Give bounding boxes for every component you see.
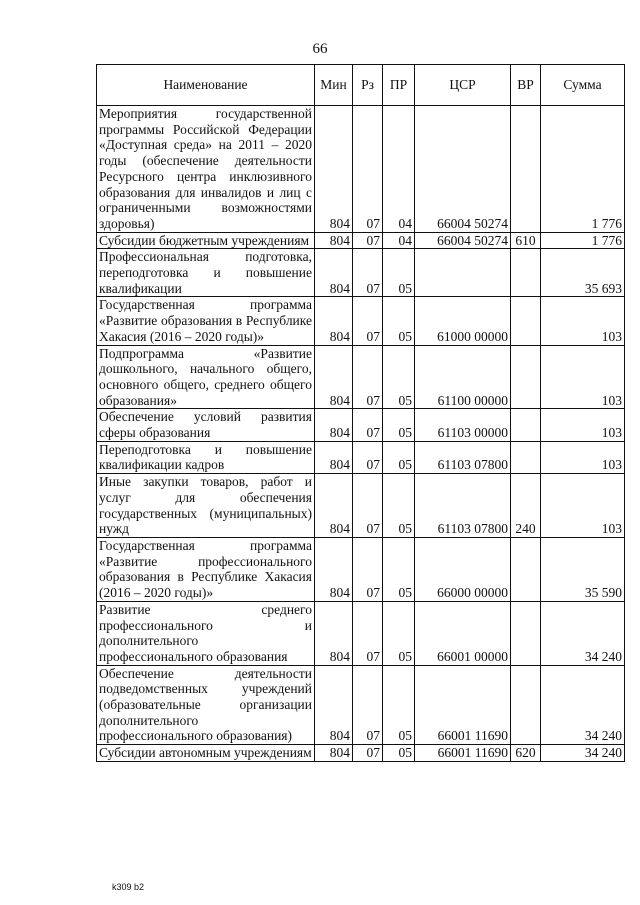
table-row (97, 745, 625, 762)
row-vr (511, 441, 541, 473)
table-header-row (97, 65, 625, 106)
row-rz: 07 (353, 345, 383, 409)
header-name: Наименование (97, 65, 315, 106)
row-name: Государственная программа «Развитие образования в Республике Хакасия (2016 – 2020 годы)» (97, 297, 315, 345)
row-min: 804 (315, 409, 353, 441)
row-name: Иные закупки товаров, работ и услуг для обеспечения государственных (муниципальных) нужд (97, 474, 315, 538)
row-vr (511, 409, 541, 441)
row-sum: 35 693 (541, 249, 625, 297)
row-rz: 07 (353, 745, 383, 762)
row-min: 804 (315, 665, 353, 745)
row-pr: 04 (383, 106, 415, 233)
row-name: Субсидии бюджетным учреждениям (97, 232, 315, 249)
row-name: Подпрограмма «Развитие дошкольного, начального общего, основного общего, среднего общего образования» (97, 345, 315, 409)
row-csr: 61103 07800 (415, 474, 511, 538)
row-pr: 05 (383, 409, 415, 441)
row-name: Мероприятия государственной программы Российской Федерации «Доступная среда» на 2011 – 2020 годы (обеспечение деятельности Ресурсного центра инклюзивного образования для инвалидов и лиц с ограниченными возможностями здоровья) (97, 106, 315, 233)
row-sum: 1 776 (541, 106, 625, 233)
row-min: 804 (315, 537, 353, 601)
row-name: Государственная программа «Развитие профессионального образования в Республике Хакасия (2016 – 2020 годы)» (97, 537, 315, 601)
table-row (97, 297, 625, 345)
row-vr (511, 601, 541, 665)
page-number: 66 (312, 41, 328, 57)
row-csr: 66000 00000 (415, 537, 511, 601)
row-min: 804 (315, 345, 353, 409)
table-row (97, 665, 625, 745)
row-rz: 07 (353, 441, 383, 473)
row-pr: 05 (383, 249, 415, 297)
budget-table (96, 64, 625, 762)
header-min: Мин (315, 65, 353, 106)
row-vr: 240 (511, 474, 541, 538)
row-vr (511, 537, 541, 601)
row-sum: 103 (541, 409, 625, 441)
row-vr (511, 665, 541, 745)
row-min: 804 (315, 106, 353, 233)
row-vr (511, 106, 541, 233)
row-sum: 103 (541, 345, 625, 409)
row-sum: 34 240 (541, 745, 625, 762)
row-csr: 66004 50274 (415, 106, 511, 233)
row-sum: 34 240 (541, 665, 625, 745)
row-csr: 61000 00000 (415, 297, 511, 345)
row-vr (511, 249, 541, 297)
row-vr: 610 (511, 232, 541, 249)
table-row (97, 345, 625, 409)
row-rz: 07 (353, 232, 383, 249)
row-csr: 61100 00000 (415, 345, 511, 409)
row-rz: 07 (353, 537, 383, 601)
header-csr: ЦСР (415, 65, 511, 106)
row-name: Обеспечение условий развития сферы образования (97, 409, 315, 441)
row-rz: 07 (353, 474, 383, 538)
table-row (97, 474, 625, 538)
table-row (97, 249, 625, 297)
row-name: Профессиональная подготовка, переподготовка и повышение квалификации (97, 249, 315, 297)
row-csr: 61103 07800 (415, 441, 511, 473)
row-vr: 620 (511, 745, 541, 762)
table-row (97, 601, 625, 665)
row-sum: 103 (541, 474, 625, 538)
table-row (97, 409, 625, 441)
header-sum: Сумма (541, 65, 625, 106)
row-pr: 05 (383, 297, 415, 345)
row-min: 804 (315, 297, 353, 345)
row-min: 804 (315, 474, 353, 538)
row-min: 804 (315, 745, 353, 762)
row-name: Переподготовка и повышение квалификации кадров (97, 441, 315, 473)
row-min: 804 (315, 441, 353, 473)
header-vr: ВР (511, 65, 541, 106)
row-min: 804 (315, 601, 353, 665)
row-pr: 05 (383, 601, 415, 665)
row-csr: 66004 50274 (415, 232, 511, 249)
header-rz: Рз (353, 65, 383, 106)
table-row (97, 441, 625, 473)
row-sum: 35 590 (541, 537, 625, 601)
row-csr (415, 249, 511, 297)
row-pr: 05 (383, 537, 415, 601)
row-rz: 07 (353, 249, 383, 297)
row-csr: 66001 00000 (415, 601, 511, 665)
row-name: Развитие среднего профессионального и дополнительного профессионального образования (97, 601, 315, 665)
footer-code: k309 b2 (112, 882, 145, 892)
row-pr: 04 (383, 232, 415, 249)
header-pr: ПР (383, 65, 415, 106)
row-sum: 1 776 (541, 232, 625, 249)
row-name: Обеспечение деятельности подведомственных учреждений (образовательные организации дополнительного профессионального образования) (97, 665, 315, 745)
row-pr: 05 (383, 474, 415, 538)
row-name: Субсидии автономным учреждениям (97, 745, 315, 762)
row-rz: 07 (353, 665, 383, 745)
row-min: 804 (315, 249, 353, 297)
row-sum: 103 (541, 441, 625, 473)
row-csr: 61103 00000 (415, 409, 511, 441)
row-sum: 103 (541, 297, 625, 345)
row-rz: 07 (353, 106, 383, 233)
row-sum: 34 240 (541, 601, 625, 665)
row-pr: 05 (383, 665, 415, 745)
table-row (97, 232, 625, 249)
row-rz: 07 (353, 297, 383, 345)
row-min: 804 (315, 232, 353, 249)
row-csr: 66001 11690 (415, 745, 511, 762)
row-vr (511, 297, 541, 345)
row-pr: 05 (383, 745, 415, 762)
row-rz: 07 (353, 409, 383, 441)
row-rz: 07 (353, 601, 383, 665)
row-csr: 66001 11690 (415, 665, 511, 745)
table-row (97, 106, 625, 233)
row-vr (511, 345, 541, 409)
table-row (97, 537, 625, 601)
row-pr: 05 (383, 441, 415, 473)
row-pr: 05 (383, 345, 415, 409)
